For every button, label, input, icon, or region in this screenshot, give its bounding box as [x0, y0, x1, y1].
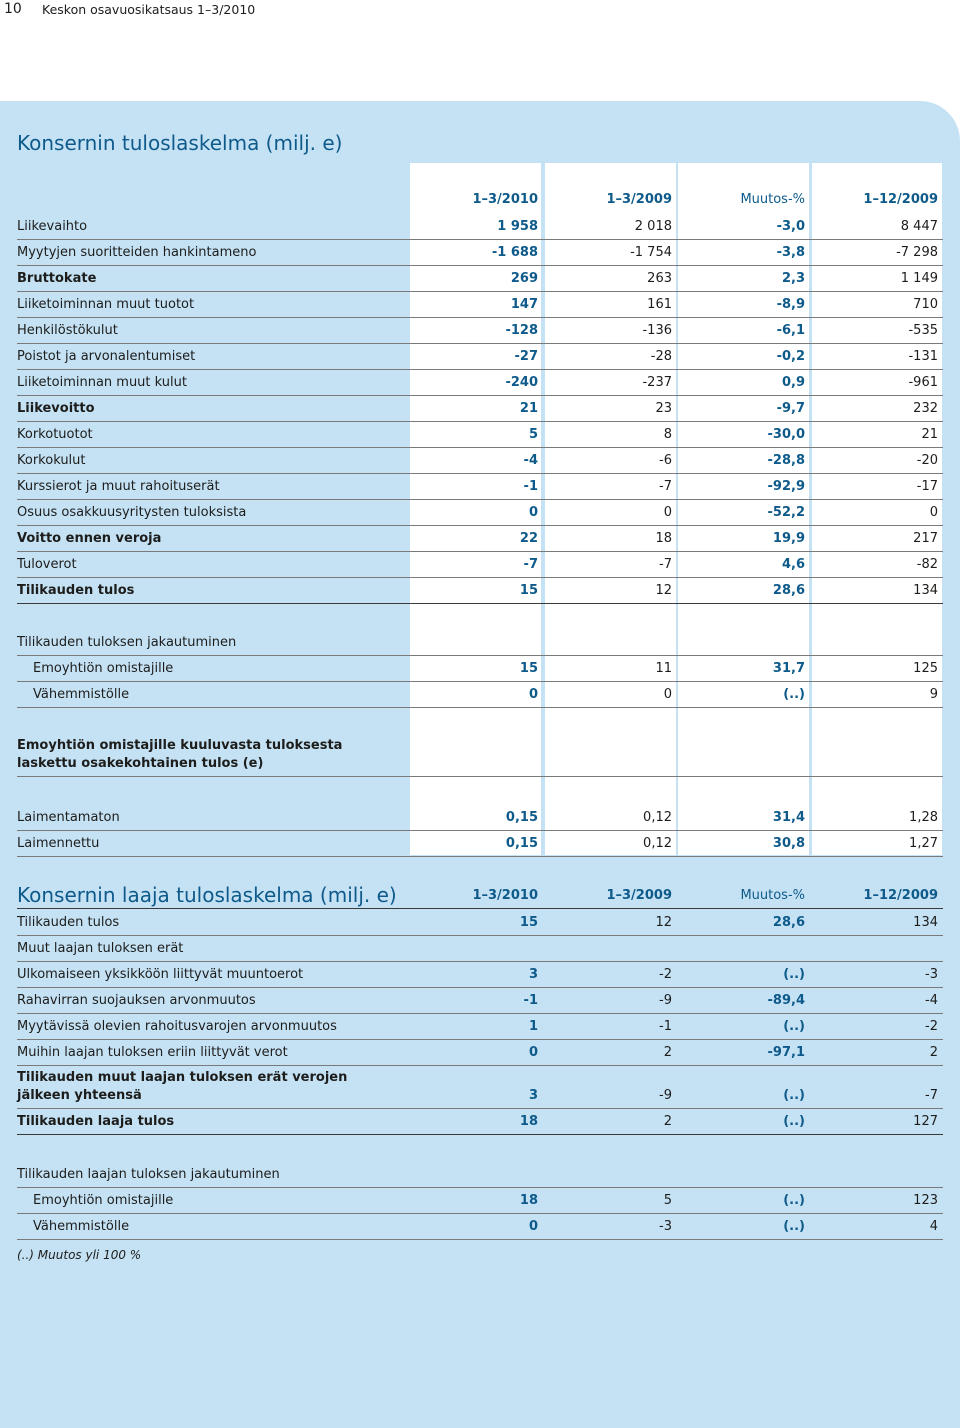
- row-value: -89,4: [767, 993, 805, 1008]
- distribution-title: [17, 630, 943, 656]
- row-value: -4: [925, 993, 938, 1008]
- comprehensive-title: Konsernin laaja tuloslaskelma (milj. e): [17, 883, 397, 907]
- row-value: -82: [916, 557, 938, 572]
- row-value: 0: [528, 687, 538, 702]
- table-row: [17, 422, 943, 448]
- row-value: -237: [642, 375, 672, 390]
- footnote: (..) Muutos yli 100 %: [17, 1248, 142, 1262]
- table-row: [17, 805, 943, 831]
- row-label: Muihin laajan tuloksen eriin liittyvät verot: [17, 1045, 288, 1060]
- row-value: 263: [647, 271, 672, 286]
- row-label: Poistot ja arvonalentumiset: [17, 349, 196, 364]
- row-label: Emoyhtiön omistajille: [33, 1193, 174, 1208]
- row-label: Liikevaihto: [17, 219, 88, 234]
- row-label: Voitto ennen veroja: [17, 531, 162, 546]
- row-value: -6: [659, 453, 672, 468]
- row-label: Emoyhtiön omistajille kuuluvasta tuloksesta laskettu osakekohtainen tulos (e): [17, 738, 343, 771]
- table-row: [17, 292, 943, 318]
- row-value: (..): [783, 967, 805, 982]
- table-row: [17, 1109, 943, 1135]
- row-value: -28: [650, 349, 672, 364]
- row-value: -7 298: [896, 245, 938, 260]
- table-row: [17, 1214, 943, 1240]
- report-title: Keskon osavuosikatsaus 1–3/2010: [42, 2, 256, 17]
- distribution-title: [17, 1162, 943, 1188]
- table-row: [17, 682, 943, 708]
- row-value: -97,1: [767, 1045, 805, 1060]
- row-value: 15: [519, 661, 538, 676]
- row-value: 4: [929, 1219, 938, 1234]
- table-row: [17, 831, 943, 857]
- row-value: 9: [929, 687, 938, 702]
- row-value: 12: [655, 583, 672, 598]
- row-value: 0,12: [643, 836, 672, 851]
- row-value: 134: [913, 915, 938, 930]
- row-label: Rahavirran suojauksen arvonmuutos: [17, 993, 256, 1008]
- row-value: 2,3: [781, 271, 805, 286]
- table-row: [17, 578, 943, 604]
- row-value: -1: [523, 479, 538, 494]
- row-value: 0: [528, 1219, 538, 1234]
- row-value: 3: [528, 1088, 538, 1103]
- row-value: -7: [659, 479, 672, 494]
- row-label: Tilikauden tuloksen jakautuminen: [17, 635, 237, 650]
- row-value: 18: [519, 1114, 538, 1129]
- row-value: -7: [925, 1088, 938, 1103]
- row-value: 5: [663, 1193, 672, 1208]
- row-label: Vähemmistölle: [33, 687, 130, 702]
- column-header: 1–12/2009: [863, 192, 938, 207]
- row-value: -30,0: [767, 427, 805, 442]
- row-value: -1: [659, 1019, 672, 1034]
- income-statement-title: Konsernin tuloslaskelma (milj. e): [17, 131, 343, 155]
- row-label: Kurssierot ja muut rahoituserät: [17, 479, 220, 494]
- row-value: 134: [913, 583, 938, 598]
- column-header-row: [17, 883, 943, 909]
- row-value: -7: [659, 557, 672, 572]
- row-value: -92,9: [767, 479, 805, 494]
- row-label: Laimentamaton: [17, 810, 120, 825]
- row-value: 8 447: [900, 219, 938, 234]
- row-label: Vähemmistölle: [33, 1219, 130, 1234]
- table-row: [17, 936, 943, 962]
- eps-title: [17, 734, 943, 777]
- row-value: -2: [925, 1019, 938, 1034]
- row-value: 22: [519, 531, 538, 546]
- row-value: (..): [783, 1193, 805, 1208]
- table-row: [17, 370, 943, 396]
- row-value: (..): [783, 1114, 805, 1129]
- row-value: -28,8: [767, 453, 805, 468]
- row-label: Liiketoiminnan muut tuotot: [17, 297, 195, 312]
- table-row: [17, 500, 943, 526]
- table-row: [17, 962, 943, 988]
- row-value: -9,7: [776, 401, 805, 416]
- row-value: 11: [655, 661, 672, 676]
- table-row: [17, 656, 943, 682]
- row-value: 18: [655, 531, 672, 546]
- table-row: [17, 910, 943, 936]
- row-value: 28,6: [772, 583, 805, 598]
- row-value: -131: [908, 349, 938, 364]
- row-label: Laimennettu: [17, 836, 100, 851]
- row-label: Korkotuotot: [17, 427, 93, 442]
- row-label: Myytävissä olevien rahoitusvarojen arvonmuutos: [17, 1019, 337, 1034]
- table-row: [17, 448, 943, 474]
- row-value: -17: [916, 479, 938, 494]
- table-row: [17, 1066, 943, 1109]
- column-header-row: [17, 186, 943, 212]
- row-value: 21: [921, 427, 938, 442]
- row-label: Myytyjen suoritteiden hankintameno: [17, 245, 257, 260]
- row-label: Ulkomaiseen yksikköön liittyvät muuntoerot: [17, 967, 304, 982]
- table-row: [17, 526, 943, 552]
- table-row: [17, 240, 943, 266]
- row-label: Tuloverot: [17, 557, 77, 572]
- row-value: 125: [913, 661, 938, 676]
- row-value: 147: [510, 297, 538, 312]
- row-value: -52,2: [767, 505, 805, 520]
- row-value: 0: [528, 505, 538, 520]
- row-value: (..): [783, 687, 805, 702]
- row-label: Osuus osakkuusyritysten tuloksista: [17, 505, 247, 520]
- row-value: -4: [523, 453, 538, 468]
- row-value: 0,15: [505, 810, 538, 825]
- row-value: 161: [647, 297, 672, 312]
- row-value: -3,0: [776, 219, 805, 234]
- row-value: -3: [925, 967, 938, 982]
- column-header: Muutos-%: [740, 192, 805, 207]
- row-value: 0,12: [643, 810, 672, 825]
- row-value: 23: [655, 401, 672, 416]
- table-row: [17, 552, 943, 578]
- row-value: -240: [505, 375, 538, 390]
- row-value: -9: [659, 1088, 672, 1103]
- row-value: 232: [913, 401, 938, 416]
- row-value: 0: [663, 505, 672, 520]
- row-value: 0,15: [505, 836, 538, 851]
- row-value: 31,4: [772, 810, 805, 825]
- table-row: [17, 1014, 943, 1040]
- table-row: [17, 1188, 943, 1214]
- row-value: 0,9: [781, 375, 805, 390]
- row-value: 2: [663, 1045, 672, 1060]
- row-value: 1 149: [900, 271, 938, 286]
- row-value: 1: [528, 1019, 538, 1034]
- row-label: Tilikauden laaja tulos: [17, 1114, 175, 1129]
- row-value: 2: [663, 1114, 672, 1129]
- row-value: 710: [913, 297, 938, 312]
- row-label: Korkokulut: [17, 453, 86, 468]
- row-value: -27: [514, 349, 538, 364]
- table-row: [17, 214, 943, 240]
- row-value: -961: [908, 375, 938, 390]
- row-value: -8,9: [776, 297, 805, 312]
- row-value: (..): [783, 1019, 805, 1034]
- column-header: 1–3/2010: [472, 192, 538, 207]
- row-value: 30,8: [772, 836, 805, 851]
- table-row: [17, 266, 943, 292]
- row-value: -6,1: [776, 323, 805, 338]
- row-label: Liiketoiminnan muut kulut: [17, 375, 187, 390]
- row-value: -535: [908, 323, 938, 338]
- row-value: 1,27: [909, 836, 938, 851]
- table-row: [17, 396, 943, 422]
- row-value: -20: [916, 453, 938, 468]
- column-header: Muutos-%: [740, 888, 805, 903]
- row-value: -1 688: [491, 245, 538, 260]
- row-value: (..): [783, 1219, 805, 1234]
- row-value: -7: [523, 557, 538, 572]
- row-value: 5: [528, 427, 538, 442]
- column-header: 1–3/2009: [606, 888, 672, 903]
- table-row: [17, 344, 943, 370]
- row-label: Tilikauden laajan tuloksen jakautuminen: [17, 1167, 280, 1182]
- table-row: [17, 1040, 943, 1066]
- row-label: Tilikauden tulos: [17, 915, 120, 930]
- row-value: 2: [929, 1045, 938, 1060]
- page-number: 10: [4, 1, 22, 17]
- row-value: 269: [510, 271, 538, 286]
- row-value: 2 018: [634, 219, 672, 234]
- row-value: -1 754: [630, 245, 672, 260]
- row-value: 15: [519, 915, 538, 930]
- row-value: 4,6: [781, 557, 805, 572]
- row-value: 0: [528, 1045, 538, 1060]
- row-value: -128: [505, 323, 538, 338]
- column-header: 1–3/2010: [472, 888, 538, 903]
- row-value: 18: [519, 1193, 538, 1208]
- row-value: 15: [519, 583, 538, 598]
- table-row: [17, 988, 943, 1014]
- row-value: 0: [663, 687, 672, 702]
- row-value: 19,9: [772, 531, 805, 546]
- row-value: -136: [642, 323, 672, 338]
- row-value: 0: [929, 505, 938, 520]
- row-value: 31,7: [772, 661, 805, 676]
- row-value: -9: [659, 993, 672, 1008]
- row-label: Muut laajan tuloksen erät: [17, 941, 184, 956]
- row-value: -2: [659, 967, 672, 982]
- row-label: Tilikauden muut laajan tuloksen erät verojen jälkeen yhteensä: [17, 1070, 348, 1103]
- table-row: [17, 318, 943, 344]
- row-value: 3: [528, 967, 538, 982]
- row-value: -0,2: [776, 349, 805, 364]
- row-value: -3: [659, 1219, 672, 1234]
- row-label: Tilikauden tulos: [17, 583, 135, 598]
- row-value: 217: [913, 531, 938, 546]
- row-value: -1: [523, 993, 538, 1008]
- row-value: 28,6: [772, 915, 805, 930]
- row-label: Bruttokate: [17, 271, 97, 286]
- row-label: Liikevoitto: [17, 401, 95, 416]
- row-label: Henkilöstökulut: [17, 323, 118, 338]
- row-value: 21: [519, 401, 538, 416]
- row-value: 1 958: [497, 219, 538, 234]
- row-value: 1,28: [909, 810, 938, 825]
- row-value: 12: [655, 915, 672, 930]
- column-header: 1–3/2009: [606, 192, 672, 207]
- column-header: 1–12/2009: [863, 888, 938, 903]
- row-value: -3,8: [776, 245, 805, 260]
- row-value: (..): [783, 1088, 805, 1103]
- row-value: 123: [913, 1193, 938, 1208]
- row-value: 8: [663, 427, 672, 442]
- row-label: Emoyhtiön omistajille: [33, 661, 174, 676]
- table-row: [17, 474, 943, 500]
- row-value: 127: [913, 1114, 938, 1129]
